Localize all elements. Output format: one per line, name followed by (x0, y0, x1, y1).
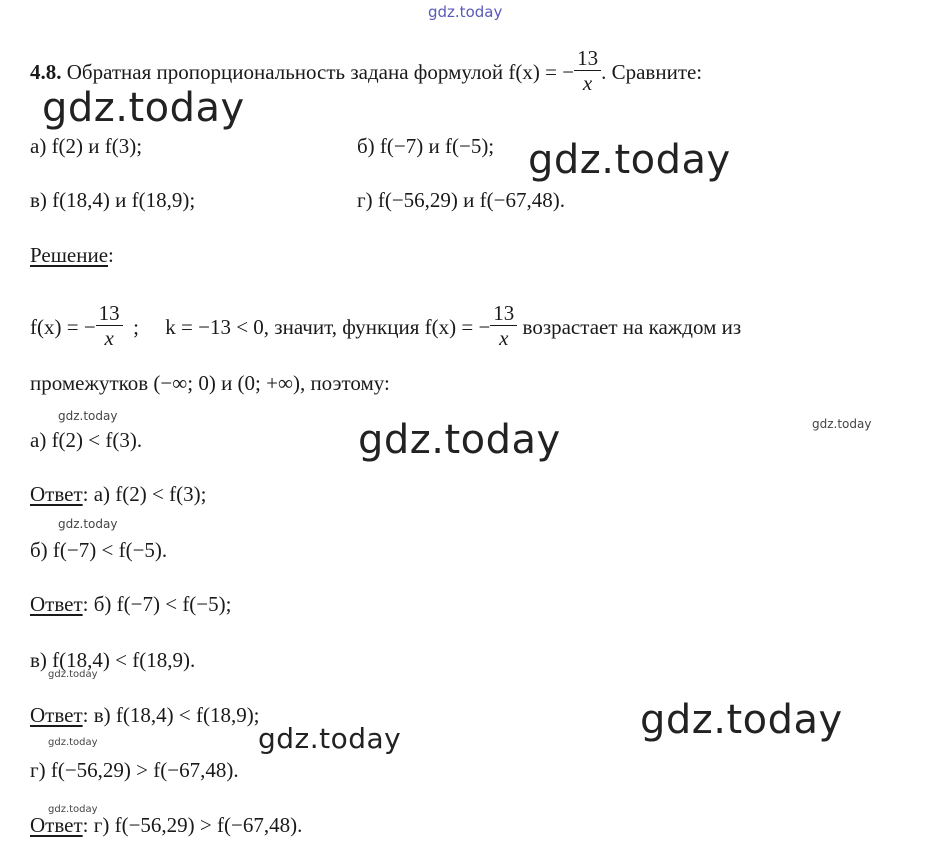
watermark-small: gdz.today (58, 517, 118, 531)
fraction-denominator: x (104, 326, 114, 351)
answer-label: Ответ (30, 592, 83, 616)
fraction-denominator: x (582, 71, 593, 96)
fraction (490, 302, 517, 350)
problem-statement (30, 46, 703, 98)
fraction-denominator: x (499, 326, 509, 351)
watermark-small: gdz.today (48, 737, 98, 748)
solution-a: а) f(2) < f(3). (30, 428, 143, 452)
answer-a (30, 484, 206, 505)
answer-text: : б) f(−7) < f(−5); (82, 592, 232, 616)
watermark-small: gdz.today (58, 409, 118, 423)
increase-text: возрастает на каждом из (522, 314, 742, 339)
problem-outro: . Сравните: (601, 59, 703, 84)
task-a: а) f(2) и f(3); (30, 134, 143, 158)
answer-label: Ответ (30, 813, 83, 837)
answer-label: Ответ (30, 703, 83, 727)
answer-text: : в) f(18,4) < f(18,9); (82, 703, 260, 727)
solution-heading (30, 245, 114, 266)
watermark-small: gdz.today (48, 804, 98, 815)
solution-v: в) f(18,4) < f(18,9). (30, 648, 196, 672)
watermark-large: gdz.today (358, 417, 561, 463)
solution-line-2: промежутков (−∞; 0) и (0; +∞), поэтому: (30, 371, 390, 395)
answer-text: : г) f(−56,29) > f(−67,48). (82, 813, 303, 837)
watermark-small: gdz.today (812, 417, 872, 431)
solution-line-1 (30, 301, 742, 353)
fraction-numerator: 13 (574, 47, 601, 71)
fraction-numerator: 13 (96, 302, 123, 326)
answer-v (30, 705, 260, 726)
solution-g: г) f(−56,29) > f(−67,48). (30, 758, 239, 782)
fraction (96, 302, 123, 350)
task-v: в) f(18,4) и f(18,9); (30, 188, 196, 212)
k-statement: k = −13 < 0, значит, функция f(x) = − (165, 314, 491, 339)
solution-b: б) f(−7) < f(−5). (30, 538, 168, 562)
answer-b (30, 594, 231, 615)
watermark-medium: gdz.today (258, 722, 402, 755)
watermark-large: gdz.today (528, 137, 731, 183)
separator: ; (133, 314, 140, 339)
answer-label: Ответ (30, 482, 83, 506)
watermark-small: gdz.today (48, 669, 98, 680)
solution-heading-label: Решение (30, 243, 109, 267)
fraction-numerator: 13 (490, 302, 517, 326)
task-g: г) f(−56,29) и f(−67,48). (357, 188, 565, 212)
watermark-large: gdz.today (640, 697, 843, 743)
fraction (574, 47, 601, 95)
solution-heading-colon: : (108, 243, 114, 267)
watermark-large: gdz.today (42, 85, 245, 131)
formula-prefix: f(x) = − (30, 314, 96, 339)
task-b: б) f(−7) и f(−5); (357, 134, 495, 158)
watermark-top: gdz.today (428, 3, 503, 21)
problem-intro: Обратная пропорциональность задана формулой f(x) = − (66, 59, 575, 84)
answer-g (30, 815, 302, 836)
problem-number: 4.8. (30, 59, 62, 84)
answer-text: : а) f(2) < f(3); (82, 482, 207, 506)
